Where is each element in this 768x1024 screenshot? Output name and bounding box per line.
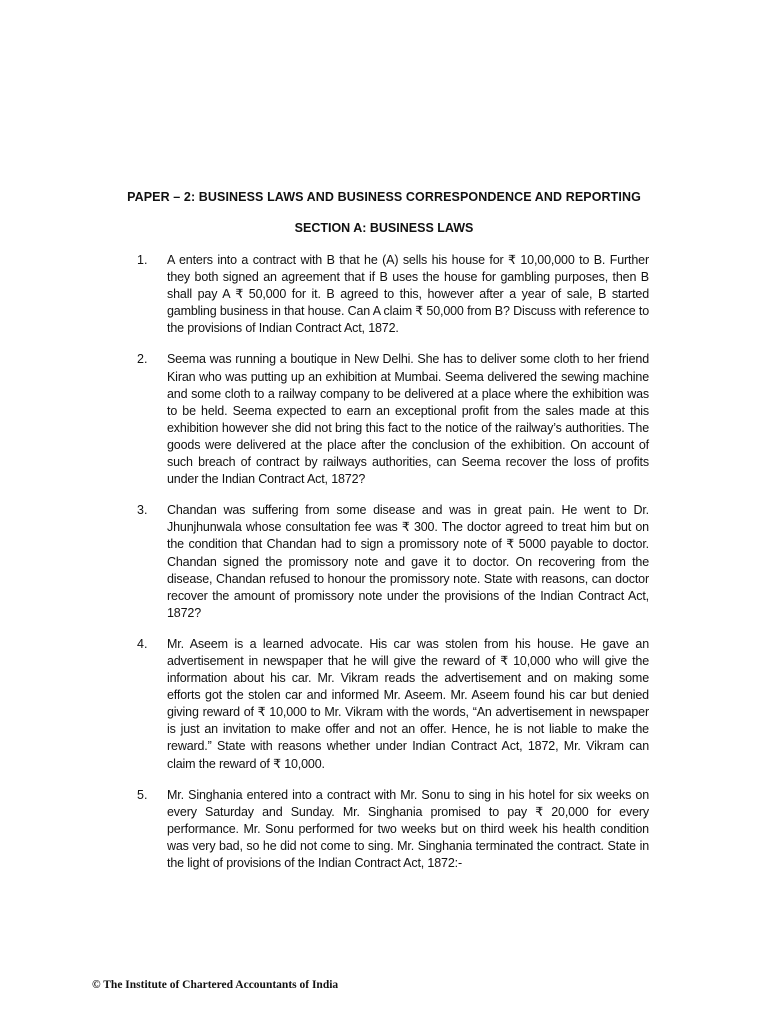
question-text: Seema was running a boutique in New Delhi. She has to deliver some cloth to her friend Kiran who was putting up an exhibition at Mumbai. Seema delivered the sewing machine and some cloth to a railway company to be delivered at a place where the exhibition was to be held. Seema expected to earn an exceptional profit from the sales made at this exhibition however she did not bring this fact to the notice of the railway’s authorities. The goods were delivered at the place after the conclusion of the exhibition. On account of such breach of contract by railways authorities, can Seema recover the loss of profits under the Indian Contract Act, 1872? — [167, 352, 649, 487]
question-number: 4. — [137, 636, 148, 651]
section-heading: SECTION A: BUSINESS LAWS — [294, 221, 474, 235]
question-item — [137, 636, 649, 773]
question-item — [137, 351, 649, 488]
question-number: 5. — [137, 787, 148, 802]
question-list — [137, 252, 649, 886]
question-text: Mr. Aseem is a learned advocate. His car was stolen from his house. He gave an advertisement in newspaper that he will give the reward of ₹ 10,000 who will give the information about his car. Mr. Vikram reads the advertisement and on making some efforts got the stolen car and informed Mr. Aseem. Mr. Aseem found his car but denied giving reward of ₹ 10,000 to Mr. Vikram with the words, “An advertisement in newspaper is just an invitation to make offer and not an offer. Hence, he is not liable to make the reward.” State with reasons whether under Indian Contract Act, 1872, Mr. Vikram can claim the reward of ₹ 10,000. — [167, 636, 649, 771]
question-text: Chandan was suffering from some disease and was in great pain. He went to Dr. Jhunjhunwala whose consultation fee was ₹ 300. The doctor agreed to treat him but on the condition that Chandan had to sign a promissory note of ₹ 5000 payable to doctor. Chandan signed the promissory note and gave it to doctor. On recovering from the disease, Chandan refused to honour the promissory note. State with reasons, can doctor recover the amount of promissory note under the provisions of the Indian Contract Act, 1872? — [167, 503, 649, 620]
copyright-footer: © The Institute of Chartered Accountants of India — [92, 979, 339, 991]
question-item — [137, 502, 649, 622]
question-item — [137, 787, 649, 872]
question-number: 2. — [137, 352, 148, 367]
question-text: A enters into a contract with B that he (A) sells his house for ₹ 10,00,000 to B. Further they both signed an agreement that if B uses the house for gambling purposes, then B shall pay A ₹ 50,000 for it. B agreed to this, however after a year of sale, B started gambling business in that house. Can A claim ₹ 50,000 from B? Discuss with reference to the provisions of Indian Contract Act, 1872. — [167, 253, 649, 336]
question-number: 3. — [137, 503, 148, 518]
question-text: Mr. Singhania entered into a contract with Mr. Sonu to sing in his hotel for six weeks on every Saturday and Sunday. Mr. Singhania promised to pay ₹ 20,000 for every performance. Mr. Sonu performed for two weeks but on third week his health condition was very bad, so he did not come to sing. Mr. Singhania terminated the contract. State in the light of provisions of the Indian Contract Act, 1872:- — [167, 787, 649, 870]
paper-title: PAPER – 2: BUSINESS LAWS AND BUSINESS CORRESPONDENCE AND REPORTING — [127, 190, 641, 204]
question-item — [137, 252, 649, 337]
question-number: 1. — [137, 253, 148, 267]
